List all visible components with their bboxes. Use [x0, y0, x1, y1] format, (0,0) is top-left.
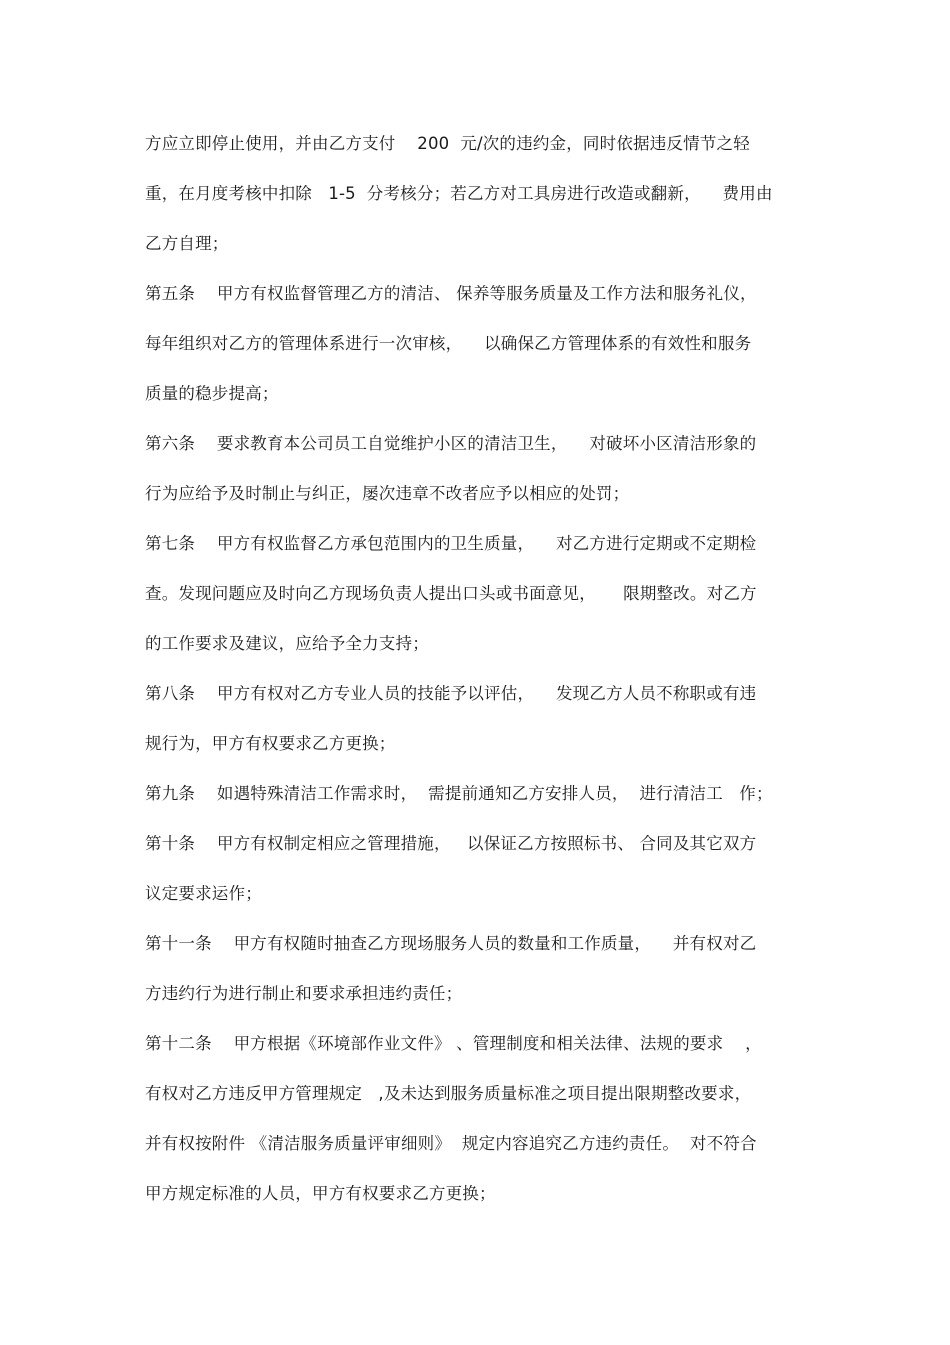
article-11: 第十一条 甲方有权随时抽查乙方现场服务人员的数量和工作质量， 并有权对乙	[145, 934, 757, 953]
text-line: 乙方自理；	[145, 234, 229, 253]
article-12: 第十二条 甲方根据《环境部作业文件》 、管理制度和相关法律、法规的要求 ，	[145, 1034, 762, 1053]
text-line: 方应立即停止使用，并由乙方支付 200 元/次的违约金，同时依据违反情节之轻	[145, 134, 750, 153]
article-7: 第七条 甲方有权监督乙方承包范围内的卫生质量， 对乙方进行定期或不定期检	[145, 534, 757, 553]
text-line: 的工作要求及建议，应给予全力支持；	[145, 634, 429, 653]
article-9: 第九条 如遇特殊清洁工作需求时， 需提前通知乙方安排人员， 进行清洁工 作；	[145, 784, 773, 803]
text-line: 甲方规定标准的人员，甲方有权要求乙方更换；	[145, 1184, 496, 1203]
text-line: 议定要求运作；	[145, 884, 262, 903]
text-line: 有权对乙方违反甲方管理规定 ,及未达到服务质量标准之项目提出限期整改要求，	[145, 1084, 752, 1103]
text-line: 并有权按附件 《清洁服务质量评审细则》 规定内容追究乙方违约责任。 对不符合	[145, 1134, 757, 1153]
text-line: 查。发现问题应及时向乙方现场负责人提出口头或书面意见， 限期整改。对乙方	[145, 584, 757, 603]
article-8: 第八条 甲方有权对乙方专业人员的技能予以评估， 发现乙方人员不称职或有违	[145, 684, 757, 703]
article-6: 第六条 要求教育本公司员工自觉维护小区的清洁卫生， 对破坏小区清洁形象的	[145, 434, 757, 453]
text-line: 每年组织对乙方的管理体系进行一次审核， 以确保乙方管理体系的有效性和服务	[145, 334, 752, 353]
text-line: 方违约行为进行制止和要求承担违约责任；	[145, 984, 463, 1003]
article-10: 第十条 甲方有权制定相应之管理措施， 以保证乙方按照标书、 合同及其它双方	[145, 834, 757, 853]
text-line: 规行为，甲方有权要求乙方更换；	[145, 734, 396, 753]
article-5: 第五条 甲方有权监督管理乙方的清洁、 保养等服务质量及工作方法和服务礼仪，	[145, 284, 757, 303]
text-line: 质量的稳步提高；	[145, 384, 279, 403]
text-line: 行为应给予及时制止与纠正，屡次违章不改者应予以相应的处罚；	[145, 484, 630, 503]
text-line: 重，在月度考核中扣除 1-5 分考核分；若乙方对工具房进行改造或翻新， 费用由	[145, 184, 773, 203]
